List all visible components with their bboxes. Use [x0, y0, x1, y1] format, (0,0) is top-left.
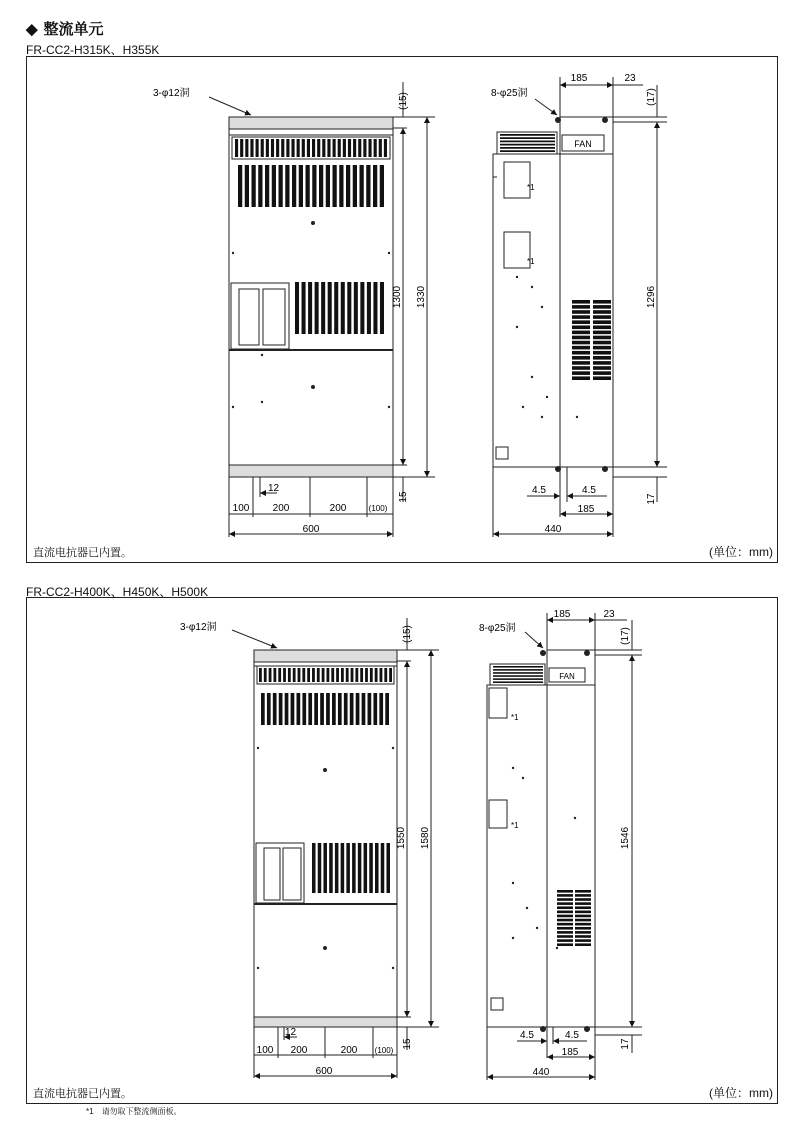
vent-slat	[575, 939, 591, 942]
vent-slat	[358, 139, 361, 157]
vent-slat	[245, 139, 248, 157]
vent-slat	[276, 139, 279, 157]
vent-slat	[380, 668, 383, 682]
vent-slat	[374, 139, 377, 157]
page-title-text: 整流单元	[43, 21, 104, 38]
side-dim-185: 185	[561, 1047, 579, 1058]
vent-slat	[572, 346, 590, 350]
side-cover-mark-1: *1	[511, 713, 519, 722]
vent-slat	[493, 666, 543, 668]
vent-slat	[358, 843, 362, 893]
vent-slat	[320, 693, 324, 725]
vent-slat	[269, 668, 272, 682]
vent-slat	[575, 923, 591, 926]
page-title	[26, 18, 104, 39]
side-dim-top-17: (17)	[620, 627, 631, 645]
vent-slat	[278, 668, 281, 682]
front-dim-bottom-offset: 15	[402, 1038, 413, 1050]
vent-slat	[351, 668, 354, 682]
side-dim-45b: 4.5	[582, 485, 596, 496]
vent-slat	[322, 139, 325, 157]
vent-slat	[293, 668, 296, 682]
vent-slat	[331, 668, 334, 682]
vent-slat	[353, 139, 356, 157]
vent-slat	[317, 668, 320, 682]
vent-slat	[297, 139, 300, 157]
fan-label: FAN	[559, 672, 575, 681]
vent-slat	[379, 139, 382, 157]
vent-slat	[238, 165, 242, 207]
vent-slat	[593, 315, 611, 319]
vent-slat	[572, 341, 590, 345]
front-dim-total-height: 1330	[416, 285, 427, 309]
vent-slat	[360, 668, 363, 682]
vent-slat	[352, 843, 356, 893]
vent-slat	[557, 902, 573, 905]
vent-slat	[265, 165, 269, 207]
vent-slat	[250, 139, 253, 157]
side-cover-mark-2: *1	[511, 821, 519, 830]
vent-slat	[386, 843, 390, 893]
vent-slat	[373, 282, 377, 334]
vent-slat	[380, 282, 384, 334]
vent-slat	[339, 165, 343, 207]
front-dim-inner-height: 1550	[396, 826, 407, 850]
vent-slat	[312, 668, 315, 682]
drawing-panel-1	[26, 56, 778, 563]
vent-slat	[306, 165, 310, 207]
front-vents	[235, 139, 387, 334]
vent-slat	[373, 165, 377, 207]
vent-slat	[307, 139, 310, 157]
vent-slat	[575, 931, 591, 934]
side-dim-depth: 440	[544, 524, 562, 535]
vent-slat	[500, 150, 555, 152]
vent-slat	[332, 693, 336, 725]
vent-slat	[493, 672, 543, 674]
vent-slat	[593, 371, 611, 375]
note-text-2: 直流电抗器已内置。	[33, 1088, 132, 1100]
vent-slat	[593, 305, 611, 309]
vent-slat	[575, 919, 591, 922]
vent-slat	[297, 693, 301, 725]
side-vents	[493, 666, 591, 946]
front-dim-inner-height: 1300	[392, 285, 403, 309]
vent-slat	[575, 902, 591, 905]
vent-slat	[307, 668, 310, 682]
vent-slat	[319, 165, 323, 207]
vent-slat	[493, 681, 543, 683]
vent-slat	[273, 668, 276, 682]
vent-slat	[302, 282, 306, 334]
side-vents	[500, 134, 611, 380]
front-dim-width: 600	[315, 1066, 333, 1077]
vent-slat	[575, 943, 591, 946]
front-top-grille	[257, 666, 394, 684]
vent-slat	[256, 139, 259, 157]
vent-slat	[593, 366, 611, 370]
vent-slat	[380, 165, 384, 207]
side-cover-mark-2: *1	[527, 257, 535, 266]
side-dim-45a: 4.5	[520, 1030, 534, 1041]
vent-slat	[572, 356, 590, 360]
vent-slat	[346, 668, 349, 682]
front-dim-100: 100	[256, 1045, 274, 1056]
vent-slat	[338, 139, 341, 157]
vent-slat	[368, 139, 371, 157]
vent-slat	[312, 139, 315, 157]
vent-slat	[593, 356, 611, 360]
vent-slat	[326, 165, 330, 207]
footnote-mark: *1	[86, 1107, 94, 1116]
front-dim-100-paren: (100)	[368, 504, 388, 513]
fan-label: FAN	[574, 139, 592, 149]
vent-slat	[312, 843, 316, 893]
vent-slat	[353, 165, 357, 207]
side-dim-depth: 440	[532, 1067, 550, 1078]
vent-slat	[572, 351, 590, 355]
vent-slat	[572, 366, 590, 370]
front-dim-200b: 200	[329, 503, 347, 514]
vent-slat	[557, 894, 573, 897]
vent-slat	[557, 890, 573, 893]
vent-slat	[389, 668, 392, 682]
vent-slat	[572, 300, 590, 304]
vent-slat	[285, 165, 289, 207]
vent-slat	[317, 139, 320, 157]
vent-slat	[493, 678, 543, 680]
vent-slat	[500, 144, 555, 146]
vent-slat	[557, 919, 573, 922]
side-dim-185: 185	[577, 504, 595, 515]
vent-slat	[593, 320, 611, 324]
vent-slat	[366, 165, 370, 207]
vent-slat	[575, 915, 591, 918]
vent-slat	[557, 906, 573, 909]
vent-slat	[557, 911, 573, 914]
vent-slat	[572, 336, 590, 340]
side-hole-label: 8-φ25洞	[479, 623, 516, 634]
vent-slat	[557, 939, 573, 942]
vent-slat	[281, 139, 284, 157]
vent-slat	[261, 139, 264, 157]
vent-slat	[272, 165, 276, 207]
vent-slat	[335, 843, 339, 893]
vent-slat	[346, 843, 350, 893]
vent-slat	[557, 943, 573, 946]
vent-slat	[379, 693, 383, 725]
model-label-1: FR-CC2-H315K、H355K	[26, 43, 160, 57]
vent-slat	[350, 693, 354, 725]
vent-slat	[369, 843, 373, 893]
vent-slat	[354, 282, 358, 334]
vent-slat	[381, 843, 385, 893]
vent-slat	[575, 911, 591, 914]
vent-slat	[572, 376, 590, 380]
front-dim-width: 600	[302, 524, 320, 535]
vent-slat	[333, 165, 337, 207]
side-dim-17: 17	[646, 493, 657, 505]
vent-slat	[493, 669, 543, 671]
vent-slat	[363, 139, 366, 157]
vent-slat	[557, 927, 573, 930]
front-vents	[259, 668, 392, 893]
vent-slat	[355, 668, 358, 682]
vent-slat	[302, 139, 305, 157]
vent-slat	[341, 668, 344, 682]
vent-slat	[593, 351, 611, 355]
side-dim-top-185: 185	[570, 73, 588, 84]
vent-slat	[493, 675, 543, 677]
vent-slat	[572, 320, 590, 324]
vent-slat	[267, 693, 271, 725]
vent-slat	[292, 165, 296, 207]
vent-slat	[259, 668, 262, 682]
vent-slat	[575, 894, 591, 897]
vent-slat	[299, 165, 303, 207]
vent-slat	[500, 137, 555, 139]
vent-slat	[557, 931, 573, 934]
vent-slat	[557, 915, 573, 918]
vent-slat	[364, 843, 368, 893]
vent-slat	[500, 141, 555, 143]
vent-slat	[593, 300, 611, 304]
vent-slat	[557, 923, 573, 926]
front-dim-100-paren: (100)	[374, 1046, 394, 1055]
vent-slat	[308, 282, 312, 334]
vent-slat	[240, 139, 243, 157]
vent-slat	[593, 376, 611, 380]
vent-slat	[572, 315, 590, 319]
vent-slat	[356, 693, 360, 725]
vent-slat	[557, 935, 573, 938]
vent-slat	[365, 668, 368, 682]
front-dim-bottom-offset: 15	[398, 491, 409, 503]
dimension-drawing-1	[27, 57, 779, 564]
vent-slat	[264, 668, 267, 682]
vent-slat	[344, 693, 348, 725]
vent-slat	[362, 693, 366, 725]
vent-slat	[336, 668, 339, 682]
vent-slat	[285, 693, 289, 725]
vent-slat	[367, 282, 371, 334]
side-dim-45a: 4.5	[532, 485, 546, 496]
vent-slat	[375, 843, 379, 893]
vent-slat	[333, 139, 336, 157]
vent-slat	[312, 165, 316, 207]
vent-slat	[327, 668, 330, 682]
vent-slat	[370, 668, 373, 682]
vent-slat	[385, 693, 389, 725]
vent-slat	[322, 668, 325, 682]
vent-slat	[308, 693, 312, 725]
vent-slat	[314, 693, 318, 725]
vent-slat	[500, 147, 555, 149]
vent-slat	[258, 165, 262, 207]
vent-slat	[593, 325, 611, 329]
vent-slat	[593, 346, 611, 350]
footnote-text: 请勿取下整流侧面板。	[101, 1107, 182, 1116]
vent-slat	[572, 325, 590, 329]
vent-slat	[321, 282, 325, 334]
dimension-drawing-2	[27, 598, 779, 1105]
vent-slat	[273, 693, 277, 725]
vent-slat	[575, 890, 591, 893]
vent-slat	[271, 139, 274, 157]
vent-slat	[575, 906, 591, 909]
vent-slat	[323, 843, 327, 893]
vent-slat	[575, 935, 591, 938]
vent-slat	[384, 668, 387, 682]
vent-slat	[334, 282, 338, 334]
vent-slat	[288, 668, 291, 682]
front-dim-top-offset: (15)	[398, 92, 409, 110]
vent-slat	[295, 282, 299, 334]
side-dim-17: 17	[620, 1038, 631, 1050]
vent-slat	[572, 371, 590, 375]
drawing-panel-2	[26, 597, 778, 1104]
side-dim-top-185: 185	[553, 609, 571, 620]
front-hole-label: 3-φ12洞	[180, 622, 217, 633]
front-dim-200a: 200	[290, 1045, 308, 1056]
front-hole-label: 3-φ12洞	[153, 88, 190, 99]
vent-slat	[266, 139, 269, 157]
vent-slat	[593, 310, 611, 314]
vent-slat	[341, 843, 345, 893]
front-dim-100: 100	[232, 503, 250, 514]
vent-slat	[302, 693, 306, 725]
vent-slat	[593, 336, 611, 340]
vent-slat	[500, 134, 555, 136]
side-hole-label: 8-φ25洞	[491, 88, 528, 99]
footnote	[86, 1106, 182, 1117]
vent-slat	[384, 139, 387, 157]
front-dim-total-height: 1580	[420, 826, 431, 850]
vent-slat	[575, 898, 591, 901]
front-dim-pitch: 12	[268, 483, 280, 494]
side-dim-top-17: (17)	[646, 88, 657, 106]
vent-slat	[283, 668, 286, 682]
side-dim-top-23: 23	[624, 73, 636, 84]
vent-slat	[291, 139, 294, 157]
vent-slat	[328, 282, 332, 334]
vent-slat	[315, 282, 319, 334]
vent-slat	[373, 693, 377, 725]
side-dim-height: 1296	[646, 285, 657, 309]
vent-slat	[360, 165, 364, 207]
diamond-icon: ◆	[26, 21, 38, 38]
vent-slat	[338, 693, 342, 725]
side-cabinet-outline	[487, 685, 595, 1027]
front-dim-pitch: 12	[285, 1027, 297, 1038]
vent-slat	[368, 693, 372, 725]
vent-slat	[291, 693, 295, 725]
front-dim-200a: 200	[272, 503, 290, 514]
side-cover-mark-1: *1	[527, 183, 535, 192]
vent-slat	[593, 341, 611, 345]
vent-slat	[572, 310, 590, 314]
unit-label-1: (单位：mm)	[709, 545, 773, 559]
vent-slat	[341, 282, 345, 334]
vent-slat	[375, 668, 378, 682]
side-dim-top-23: 23	[603, 609, 615, 620]
vent-slat	[318, 843, 322, 893]
vent-slat	[572, 305, 590, 309]
vent-slat	[557, 898, 573, 901]
vent-slat	[343, 139, 346, 157]
vent-slat	[326, 693, 330, 725]
front-dim-top-offset: (15)	[402, 625, 413, 643]
vent-slat	[346, 165, 350, 207]
vent-slat	[302, 668, 305, 682]
vent-slat	[298, 668, 301, 682]
vent-slat	[279, 165, 283, 207]
vent-slat	[360, 282, 364, 334]
vent-slat	[245, 165, 249, 207]
side-dim-height: 1546	[620, 826, 631, 850]
model-label-2: FR-CC2-H400K、H450K、H500K	[26, 585, 209, 599]
vent-slat	[261, 693, 265, 725]
vent-slat	[252, 165, 256, 207]
front-terminal-box	[231, 283, 289, 349]
vent-slat	[593, 331, 611, 335]
vent-slat	[348, 139, 351, 157]
vent-slat	[286, 139, 289, 157]
vent-slat	[572, 361, 590, 365]
vent-slat	[235, 139, 238, 157]
vent-slat	[329, 843, 333, 893]
note-text-1: 直流电抗器已内置。	[33, 547, 132, 559]
front-dim-200b: 200	[340, 1045, 358, 1056]
vent-slat	[327, 139, 330, 157]
vent-slat	[572, 331, 590, 335]
side-dim-45b: 4.5	[565, 1030, 579, 1041]
vent-slat	[347, 282, 351, 334]
vent-slat	[575, 927, 591, 930]
vent-slat	[593, 361, 611, 365]
unit-label-2: (单位：mm)	[709, 1086, 773, 1100]
vent-slat	[279, 693, 283, 725]
